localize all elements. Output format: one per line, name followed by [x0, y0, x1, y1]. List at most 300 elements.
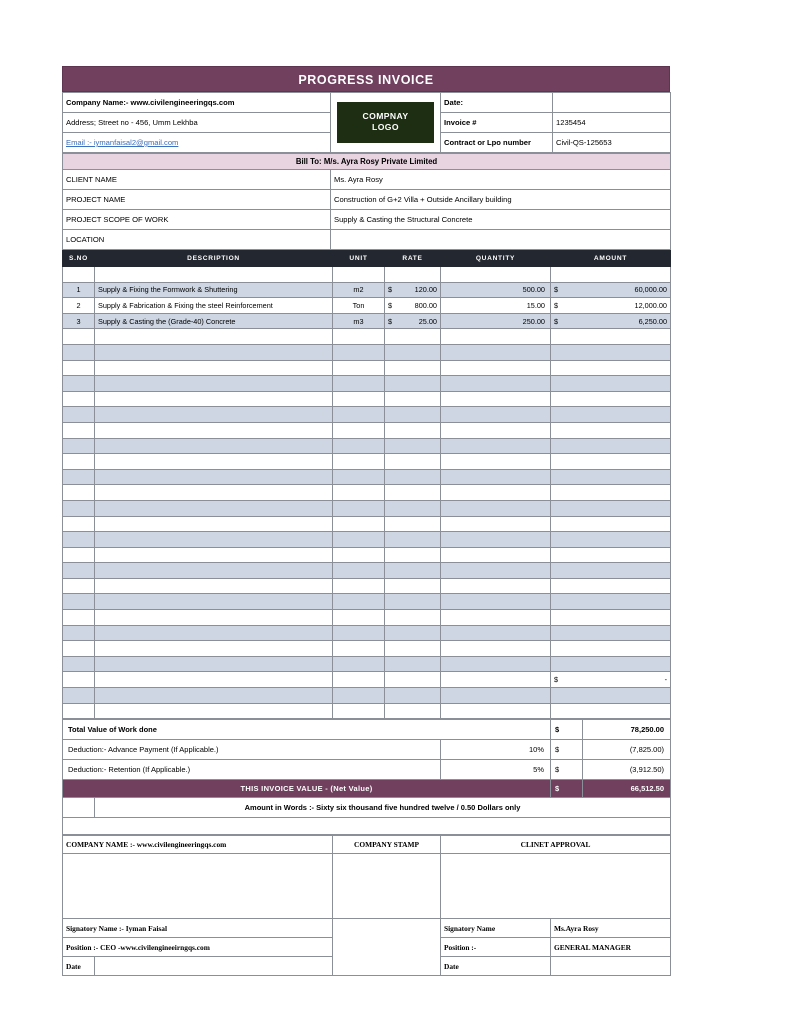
company-date-value[interactable]: [95, 957, 333, 976]
cell-amount: [551, 672, 671, 688]
cell-unit: [333, 688, 385, 704]
col-header-rate: RATE: [385, 251, 441, 267]
cell-description: [95, 688, 333, 704]
cell-sno: [63, 438, 95, 454]
table-row[interactable]: [63, 500, 671, 516]
cell-quantity: [441, 656, 551, 672]
signatory-name-row: [63, 919, 671, 938]
cell-amount: [551, 547, 671, 563]
date-label: Date:: [441, 93, 553, 113]
table-row[interactable]: [63, 516, 671, 532]
cell-amount: [551, 391, 671, 407]
cell-quantity: [441, 407, 551, 423]
cell-amount: [551, 438, 671, 454]
cell-sno: [63, 594, 95, 610]
cell-quantity: [441, 500, 551, 516]
cell-amount: [551, 267, 671, 283]
cell-description: [95, 610, 333, 626]
bill-to-banner: Bill To: M/s. Ayra Rosy Private Limited: [63, 154, 671, 170]
cell-unit: [333, 516, 385, 532]
company-email-cell: [63, 133, 331, 153]
signature-stamp-blank[interactable]: [333, 854, 441, 919]
cell-rate-value: 25.00: [418, 316, 437, 326]
invoice-sheet: [62, 66, 670, 976]
cell-quantity: 250.00: [441, 313, 551, 329]
cell-rate-value: 120.00: [414, 285, 437, 295]
cell-quantity: [441, 672, 551, 688]
cell-description: [95, 672, 333, 688]
cell-sno: [63, 563, 95, 579]
cell-amount-value: 6,250.00: [638, 316, 667, 326]
cell-sno: [63, 267, 95, 283]
cell-quantity: [441, 578, 551, 594]
table-row[interactable]: [63, 485, 671, 501]
cell-rate: [385, 267, 441, 283]
cell-rate: [385, 454, 441, 470]
totals-table: [62, 719, 671, 835]
cell-unit: [333, 376, 385, 392]
cell-amount: [551, 594, 671, 610]
cell-unit: [333, 594, 385, 610]
cell-sno: 3: [63, 313, 95, 329]
cell-sno: [63, 656, 95, 672]
cell-quantity: [441, 360, 551, 376]
company-email-link[interactable]: Email :- iymanfaisal2@gmail.com: [66, 138, 179, 147]
col-header-quantity: QUANTITY: [441, 251, 551, 267]
header-row-1: [63, 93, 671, 113]
company-name: Company Name:- www.civilengineeringqs.com: [63, 93, 331, 113]
cell-sno: [63, 625, 95, 641]
spacer-row: [63, 818, 671, 835]
signature-company-header: COMPANY NAME :- www.civilengineeringqs.com: [63, 836, 333, 854]
table-row[interactable]: [63, 703, 671, 719]
cell-description: [95, 454, 333, 470]
cell-unit: m3: [333, 313, 385, 329]
net-invoice-value-row: [63, 780, 671, 798]
client-name-row: [63, 170, 671, 190]
cell-rate: [385, 469, 441, 485]
cell-sno: [63, 578, 95, 594]
header-block: [62, 92, 671, 153]
cell-rate: [385, 625, 441, 641]
line-items-body: [63, 267, 671, 719]
cell-description: [95, 360, 333, 376]
cell-quantity: [441, 563, 551, 579]
logo-line-2: LOGO: [372, 122, 399, 132]
cell-amount-value: -: [664, 675, 667, 685]
cell-rate: [385, 391, 441, 407]
col-header-description: DESCRIPTION: [95, 251, 333, 267]
cell-amount: [551, 625, 671, 641]
cell-amount-symbol: $: [554, 300, 559, 310]
cell-unit: [333, 469, 385, 485]
date-value[interactable]: [553, 93, 671, 113]
location-value[interactable]: [331, 230, 671, 250]
company-address: Address; Street no - 456, Umm Lekhba: [63, 113, 331, 133]
company-date-label: Date: [63, 957, 95, 976]
cell-amount: [551, 485, 671, 501]
table-row[interactable]: [63, 282, 671, 298]
cell-amount-value: 60,000.00: [634, 285, 667, 295]
cell-rate: [385, 610, 441, 626]
table-row[interactable]: [63, 438, 671, 454]
cell-rate: [385, 500, 441, 516]
cell-unit: [333, 438, 385, 454]
cell-sno: [63, 469, 95, 485]
company-signatory-name: Signatory Name :- Iyman Faisal: [63, 919, 333, 938]
cell-sno: [63, 344, 95, 360]
table-row[interactable]: [63, 391, 671, 407]
cell-rate: [385, 313, 441, 329]
cell-sno: [63, 329, 95, 345]
signature-client-blank[interactable]: [441, 854, 671, 919]
cell-description: Supply & Fixing the Formwork & Shuttering: [95, 282, 333, 298]
deduction-retention-row: [63, 760, 671, 780]
project-scope-row: [63, 210, 671, 230]
cell-quantity: [441, 454, 551, 470]
deduction-advance-label: Deduction:- Advance Payment (If Applicable.): [63, 740, 441, 760]
table-row[interactable]: [63, 329, 671, 345]
cell-description: [95, 516, 333, 532]
cell-unit: m2: [333, 282, 385, 298]
cell-unit: [333, 267, 385, 283]
cell-quantity: [441, 703, 551, 719]
cell-amount: [551, 532, 671, 548]
client-signatory-value: Ms.Ayra Rosy: [551, 919, 671, 938]
cell-unit: [333, 672, 385, 688]
cell-amount-value: 12,000.00: [634, 300, 667, 310]
logo-line-1: COMPNAY: [362, 111, 409, 121]
cell-amount: [551, 610, 671, 626]
net-invoice-value-symbol: $: [551, 780, 583, 798]
cell-description: [95, 469, 333, 485]
cell-amount: [551, 469, 671, 485]
deduction-advance-row: [63, 740, 671, 760]
company-logo: [331, 93, 441, 153]
cell-description: [95, 641, 333, 657]
cell-unit: [333, 532, 385, 548]
cell-rate: [385, 298, 441, 314]
logo-box: [337, 102, 434, 143]
cell-amount: [551, 282, 671, 298]
table-row[interactable]: [63, 469, 671, 485]
amount-in-words-row: [63, 798, 671, 818]
cell-rate: [385, 360, 441, 376]
cell-unit: [333, 422, 385, 438]
cell-quantity: [441, 469, 551, 485]
col-header-amount: AMOUNT: [551, 251, 671, 267]
cell-description: [95, 267, 333, 283]
table-row[interactable]: [63, 376, 671, 392]
cell-sno: [63, 500, 95, 516]
cell-rate: [385, 282, 441, 298]
cell-sno: [63, 547, 95, 563]
deduction-retention-value: (3,912.50): [583, 760, 671, 780]
cell-quantity: [441, 625, 551, 641]
cell-description: [95, 422, 333, 438]
cell-unit: [333, 485, 385, 501]
cell-sno: [63, 516, 95, 532]
cell-unit: [333, 641, 385, 657]
total-work-done-label: Total Value of Work done: [63, 720, 551, 740]
deduction-retention-percent[interactable]: 5%: [441, 760, 551, 780]
cell-sno: 1: [63, 282, 95, 298]
table-row[interactable]: [63, 610, 671, 626]
cell-quantity: [441, 344, 551, 360]
cell-amount: [551, 703, 671, 719]
stamp-area[interactable]: [333, 919, 441, 976]
total-work-done-symbol: $: [551, 720, 583, 740]
cell-rate-symbol: $: [388, 300, 393, 310]
cell-rate: [385, 329, 441, 345]
deduction-advance-percent[interactable]: 10%: [441, 740, 551, 760]
table-row[interactable]: [63, 656, 671, 672]
cell-quantity: [441, 516, 551, 532]
signature-stamp-header: COMPANY STAMP: [333, 836, 441, 854]
cell-rate: [385, 485, 441, 501]
cell-unit: [333, 625, 385, 641]
table-row[interactable]: [63, 688, 671, 704]
cell-rate-symbol: $: [388, 316, 393, 326]
cell-amount: [551, 407, 671, 423]
cell-unit: Ton: [333, 298, 385, 314]
location-row: [63, 230, 671, 250]
cell-rate: [385, 532, 441, 548]
cell-amount: [551, 329, 671, 345]
cell-amount-symbol: $: [554, 285, 559, 295]
table-row[interactable]: [63, 360, 671, 376]
client-date-label: Date: [441, 957, 551, 976]
cell-sno: [63, 703, 95, 719]
cell-amount: [551, 500, 671, 516]
net-invoice-value-label: THIS INVOICE VALUE - (Net Value): [63, 780, 551, 798]
invoice-number-value[interactable]: 1235454: [553, 113, 671, 133]
line-items-table: [62, 250, 671, 719]
signature-header-row: [63, 836, 671, 854]
cell-rate: [385, 703, 441, 719]
project-name-row: [63, 190, 671, 210]
cell-description: [95, 329, 333, 345]
bill-to-banner-row: [63, 154, 671, 170]
cell-description: Supply & Casting the (Grade-40) Concrete: [95, 313, 333, 329]
cell-amount: [551, 656, 671, 672]
cell-description: [95, 594, 333, 610]
cell-quantity: [441, 594, 551, 610]
cell-quantity: [441, 438, 551, 454]
cell-quantity: [441, 267, 551, 283]
cell-sno: [63, 454, 95, 470]
cell-quantity: [441, 641, 551, 657]
amount-in-words-spacer: [63, 798, 95, 818]
cell-description: [95, 344, 333, 360]
cell-quantity: [441, 547, 551, 563]
cell-amount-symbol: $: [554, 316, 559, 326]
table-row[interactable]: [63, 298, 671, 314]
table-row[interactable]: [63, 454, 671, 470]
cell-amount: [551, 376, 671, 392]
col-header-sno: S.NO: [63, 251, 95, 267]
amount-in-words-text: Amount in Words :- Sixty six thousand five hundred twelve / 0.50 Dollars only: [95, 798, 671, 818]
cell-sno: [63, 360, 95, 376]
signature-client-header: CLINET APPROVAL: [441, 836, 671, 854]
cell-description: [95, 532, 333, 548]
contract-number-label: Contract or Lpo number: [441, 133, 553, 153]
cell-unit: [333, 344, 385, 360]
cell-amount: [551, 563, 671, 579]
table-row[interactable]: [63, 532, 671, 548]
cell-unit: [333, 407, 385, 423]
cell-sno: [63, 376, 95, 392]
cell-quantity: [441, 688, 551, 704]
cell-quantity: [441, 376, 551, 392]
cell-amount: [551, 641, 671, 657]
invoice-number-label: Invoice #: [441, 113, 553, 133]
project-name-value[interactable]: Construction of G+2 Villa + Outside Ancillary building: [331, 190, 671, 210]
cell-description: [95, 625, 333, 641]
signature-blank-row: [63, 854, 671, 919]
cell-amount: [551, 344, 671, 360]
cell-unit: [333, 454, 385, 470]
cell-quantity: [441, 485, 551, 501]
deduction-advance-symbol: $: [551, 740, 583, 760]
table-row[interactable]: [63, 547, 671, 563]
cell-rate: [385, 438, 441, 454]
client-signatory-label: Signatory Name: [441, 919, 551, 938]
table-row[interactable]: [63, 578, 671, 594]
client-name-label: CLIENT NAME: [63, 170, 331, 190]
client-position-value: GENERAL MANAGER: [551, 938, 671, 957]
cell-quantity: [441, 391, 551, 407]
cell-amount-symbol: $: [554, 675, 559, 685]
cell-rate: [385, 641, 441, 657]
cell-rate: [385, 563, 441, 579]
cell-description: [95, 485, 333, 501]
cell-unit: [333, 360, 385, 376]
cell-description: [95, 578, 333, 594]
table-row[interactable]: [63, 672, 671, 688]
cell-description: [95, 500, 333, 516]
cell-rate: [385, 688, 441, 704]
cell-amount: [551, 516, 671, 532]
client-date-value[interactable]: [551, 957, 671, 976]
cell-sno: [63, 672, 95, 688]
col-header-unit: UNIT: [333, 251, 385, 267]
cell-unit: [333, 656, 385, 672]
table-row[interactable]: [63, 313, 671, 329]
cell-quantity: 15.00: [441, 298, 551, 314]
cell-sno: [63, 610, 95, 626]
cell-description: [95, 547, 333, 563]
total-work-done-row: [63, 720, 671, 740]
cell-quantity: [441, 422, 551, 438]
cell-unit: [333, 610, 385, 626]
cell-amount: [551, 298, 671, 314]
project-scope-label: PROJECT SCOPE OF WORK: [63, 210, 331, 230]
cell-rate: [385, 547, 441, 563]
cell-rate: [385, 516, 441, 532]
table-row[interactable]: [63, 625, 671, 641]
cell-sno: [63, 688, 95, 704]
cell-rate: [385, 422, 441, 438]
cell-description: [95, 563, 333, 579]
cell-description: [95, 703, 333, 719]
deduction-retention-label: Deduction:- Retention (If Applicable.): [63, 760, 441, 780]
cell-unit: [333, 563, 385, 579]
cell-amount: [551, 688, 671, 704]
cell-rate: [385, 672, 441, 688]
cell-sno: [63, 641, 95, 657]
cell-rate: [385, 594, 441, 610]
cell-description: [95, 438, 333, 454]
cell-unit: [333, 329, 385, 345]
spacer-cell: [63, 818, 671, 835]
cell-quantity: [441, 329, 551, 345]
line-items-header-row: [63, 251, 671, 267]
cell-quantity: [441, 610, 551, 626]
cell-rate: [385, 656, 441, 672]
cell-description: [95, 656, 333, 672]
cell-unit: [333, 703, 385, 719]
total-work-done-value: 78,250.00: [583, 720, 671, 740]
cell-rate: [385, 344, 441, 360]
bill-to-block: [62, 153, 671, 250]
cell-sno: [63, 532, 95, 548]
cell-rate: [385, 407, 441, 423]
cell-unit: [333, 500, 385, 516]
project-scope-value[interactable]: Supply & Casting the Structural Concrete: [331, 210, 671, 230]
table-row[interactable]: [63, 344, 671, 360]
cell-description: [95, 391, 333, 407]
table-row[interactable]: [63, 422, 671, 438]
cell-sno: [63, 485, 95, 501]
cell-description: [95, 376, 333, 392]
net-invoice-value-amount: 66,512.50: [583, 780, 671, 798]
client-position-label: Position :-: [441, 938, 551, 957]
cell-sno: [63, 407, 95, 423]
signature-block: [62, 835, 671, 976]
project-name-label: PROJECT NAME: [63, 190, 331, 210]
table-row[interactable]: [63, 267, 671, 283]
table-row[interactable]: [63, 407, 671, 423]
signature-company-blank[interactable]: [63, 854, 333, 919]
cell-unit: [333, 391, 385, 407]
cell-amount: [551, 454, 671, 470]
contract-number-value[interactable]: Civil-QS-125653: [553, 133, 671, 153]
cell-unit: [333, 578, 385, 594]
cell-rate: [385, 376, 441, 392]
cell-rate-value: 800.00: [414, 300, 437, 310]
cell-description: [95, 407, 333, 423]
cell-sno: 2: [63, 298, 95, 314]
company-position: Position :- CEO -www.civilengineeirngqs.com: [63, 938, 333, 957]
cell-rate: [385, 578, 441, 594]
cell-unit: [333, 547, 385, 563]
cell-description: Supply & Fabrication & Fixing the steel Reinforcement: [95, 298, 333, 314]
client-name-value[interactable]: Ms. Ayra Rosy: [331, 170, 671, 190]
table-row[interactable]: [63, 641, 671, 657]
table-row[interactable]: [63, 563, 671, 579]
cell-amount: [551, 313, 671, 329]
cell-sno: [63, 422, 95, 438]
cell-quantity: [441, 532, 551, 548]
location-label: LOCATION: [63, 230, 331, 250]
document-title: PROGRESS INVOICE: [62, 66, 670, 92]
table-row[interactable]: [63, 594, 671, 610]
deduction-advance-value: (7,825.00): [583, 740, 671, 760]
cell-quantity: 500.00: [441, 282, 551, 298]
deduction-retention-symbol: $: [551, 760, 583, 780]
cell-rate-symbol: $: [388, 285, 393, 295]
